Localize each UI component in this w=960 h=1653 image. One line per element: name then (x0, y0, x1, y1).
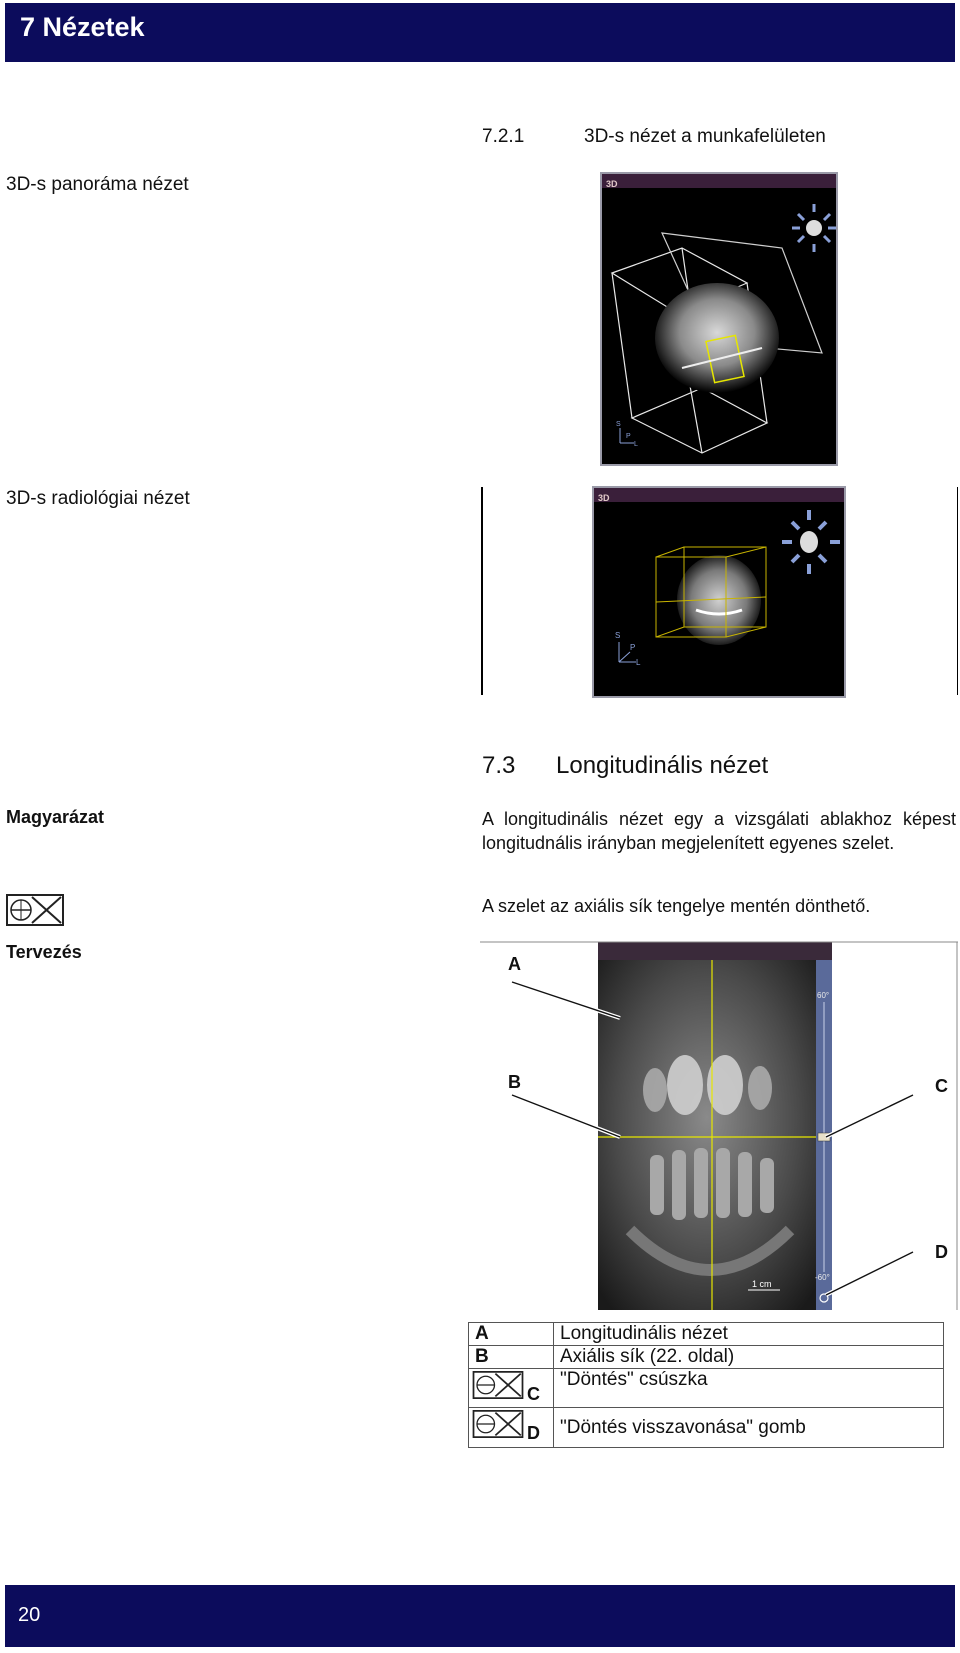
page-number: 20 (18, 1604, 41, 1626)
slider-bottom-label: -60° (815, 1273, 830, 1282)
legend-row (469, 1369, 944, 1408)
screen-tag: 3D (606, 179, 618, 189)
margin-rule (481, 487, 483, 695)
legend-row (469, 1323, 944, 1346)
screen-tag: 3D (598, 493, 610, 503)
legend-key: C (527, 1384, 540, 1404)
tilt-tool-icon (6, 894, 64, 931)
planning-label: Tervezés (6, 942, 82, 962)
panorama-view-label: 3D-s panoráma nézet (6, 174, 189, 195)
legend-text: "Döntés" csúszka (554, 1369, 944, 1408)
legend-key: B (469, 1346, 554, 1369)
legend-text: Axiális sík (22. oldal) (554, 1346, 944, 1369)
tilt-tool-icon (471, 1410, 525, 1444)
svg-text:L: L (636, 658, 641, 667)
callout-b: B (508, 1072, 521, 1092)
margin-rule-right (957, 487, 958, 695)
svg-text:P: P (626, 433, 631, 440)
footer-bar (5, 1585, 955, 1647)
slider-top-label: 60° (817, 991, 830, 1000)
ct-slice (598, 960, 816, 1310)
section-number-73: 7.3 (482, 752, 516, 779)
legend-text: "Döntés visszavonása" gomb (554, 1408, 944, 1448)
section-number: 7.2.1 (482, 126, 525, 147)
legend-table (468, 1322, 944, 1448)
orientation-head-icon (782, 510, 840, 574)
panorama-3d-screenshot (600, 172, 838, 466)
chapter-header-bar (5, 3, 955, 62)
paragraph-description: A longitudinális nézet egy a vizsgálati ablakhoz képest longitudnális irányban megjelenített egyenes szelet. (482, 809, 956, 853)
legend-text: Longitudinális nézet (554, 1323, 944, 1346)
section-title: 3D-s nézet a munkafelületen (584, 126, 826, 147)
svg-text:P: P (630, 643, 636, 652)
axis-indicator (615, 631, 641, 667)
svg-text:S: S (616, 421, 621, 428)
scale-label: 1 cm (752, 1279, 772, 1289)
tilt-tool-icon (471, 1371, 525, 1405)
radiology-view-label: 3D-s radiológiai nézet (6, 488, 190, 509)
callout-d: D (935, 1242, 948, 1262)
legend-row (469, 1346, 944, 1369)
radiology-3d-screenshot (592, 486, 846, 698)
paragraph-tilt: A szelet az axiális sík tengelye mentén dönthető. (482, 896, 871, 916)
svg-text:S: S (615, 631, 621, 640)
callout-c: C (935, 1076, 948, 1096)
radiology-3d-render (594, 502, 844, 696)
orientation-head-icon (792, 204, 836, 252)
axis-indicator (616, 421, 638, 448)
legend-key: A (469, 1323, 554, 1346)
legend-row (469, 1408, 944, 1448)
view-title-bar (598, 942, 832, 960)
svg-text:L: L (634, 441, 638, 448)
chapter-title: 7 Nézetek (20, 12, 145, 42)
panorama-3d-render (602, 188, 836, 464)
callout-a: A (508, 954, 521, 974)
explanation-label: Magyarázat (6, 807, 105, 827)
section-title-73: Longitudinális nézet (556, 752, 769, 779)
longitudinal-figure (480, 940, 958, 1310)
legend-key: D (527, 1423, 540, 1443)
